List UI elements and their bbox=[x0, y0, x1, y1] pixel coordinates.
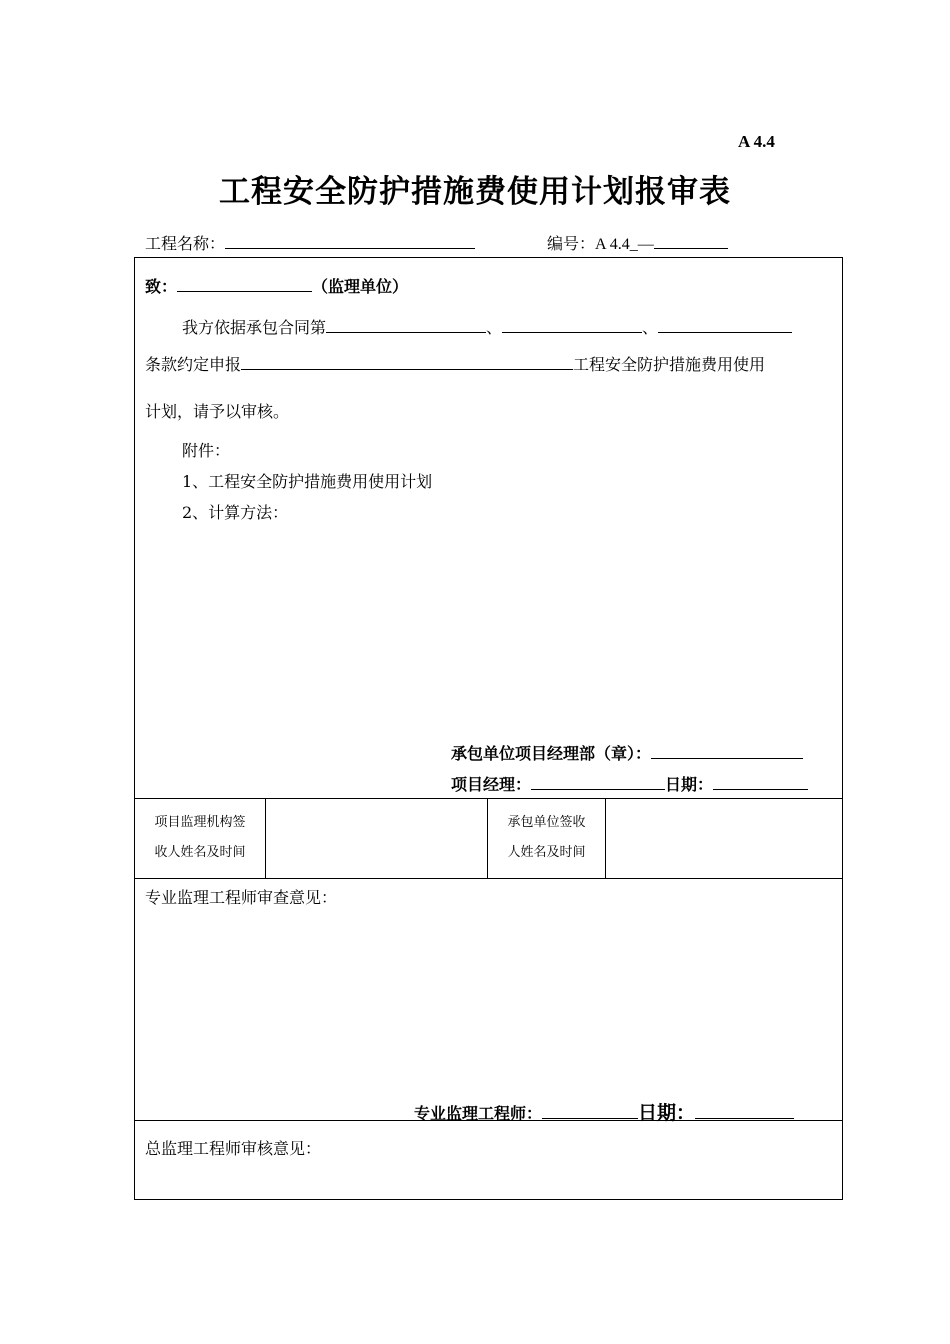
engineer-opinion-label: 专业监理工程师审查意见： bbox=[145, 888, 338, 907]
date-input[interactable] bbox=[713, 773, 808, 790]
number-field bbox=[547, 231, 728, 254]
contractor-receiver-label bbox=[488, 808, 605, 868]
form-code: A 4.4 bbox=[738, 132, 775, 151]
contractor-receiver-line2: 人姓名及时间 bbox=[507, 845, 586, 860]
attachment-item-2: 2、计算方法： bbox=[182, 503, 289, 522]
separator: 、 bbox=[642, 318, 659, 337]
supervisor-unit-input[interactable] bbox=[177, 275, 312, 292]
number-label: 编号： bbox=[547, 234, 596, 253]
chief-opinion-label: 总监理工程师审核意见： bbox=[145, 1139, 322, 1158]
attachment-item-1: 1、工程安全防护措施费用使用计划 bbox=[182, 472, 433, 491]
chief-opinion-input[interactable] bbox=[145, 1163, 835, 1195]
paragraph-line-1 bbox=[182, 315, 792, 338]
engineer-input[interactable] bbox=[542, 1102, 638, 1119]
to-label: 致： bbox=[145, 277, 178, 296]
project-input[interactable] bbox=[241, 353, 573, 370]
number-prefix: A 4.4_— bbox=[595, 236, 654, 253]
engineer-date-input[interactable] bbox=[695, 1102, 794, 1119]
addressee-line bbox=[145, 274, 408, 297]
number-input[interactable] bbox=[654, 232, 728, 249]
paragraph-line-2 bbox=[145, 352, 765, 375]
engineer-label: 专业监理工程师： bbox=[414, 1104, 543, 1123]
para-line2-end: 工程安全防护措施费用使用 bbox=[573, 355, 766, 374]
supervisor-receiver-line2: 收人姓名及时间 bbox=[154, 845, 246, 860]
para-line2-start: 条款约定申报 bbox=[145, 355, 242, 374]
pm-input[interactable] bbox=[531, 773, 665, 790]
project-name-input[interactable] bbox=[225, 232, 475, 249]
contract-clause-input-2[interactable] bbox=[502, 316, 642, 333]
pm-label: 项目经理： bbox=[451, 775, 532, 794]
contractor-receiver-line1: 承包单位签收 bbox=[507, 815, 586, 830]
engineer-opinion-input[interactable] bbox=[145, 913, 835, 1093]
contractor-dept-input[interactable] bbox=[651, 742, 803, 759]
contract-clause-input-3[interactable] bbox=[658, 316, 792, 333]
page-title: 工程安全防护措施费使用计划报审表 bbox=[219, 174, 731, 210]
supervisor-receiver-input[interactable] bbox=[266, 799, 487, 878]
pm-date-line bbox=[451, 772, 808, 795]
contract-clause-input-1[interactable] bbox=[326, 316, 486, 333]
supervisor-unit-suffix: （监理单位） bbox=[312, 277, 409, 296]
form-table bbox=[134, 257, 843, 1200]
contractor-dept-line bbox=[451, 741, 803, 764]
attachment-label: 附件： bbox=[182, 441, 231, 460]
supervisor-receiver-label bbox=[135, 808, 265, 868]
contractor-receiver-input[interactable] bbox=[606, 799, 842, 878]
divider bbox=[135, 878, 842, 879]
para-line1-start: 我方依据承包合同第 bbox=[182, 318, 327, 337]
project-name-label: 工程名称： bbox=[145, 234, 226, 253]
engineer-sign-line bbox=[414, 1098, 794, 1125]
contractor-dept-label: 承包单位项目经理部（章）： bbox=[451, 744, 652, 763]
supervisor-receiver-line1: 项目监理机构签 bbox=[154, 815, 246, 830]
date-label: 日期： bbox=[665, 775, 714, 794]
date-label: 日期： bbox=[638, 1102, 696, 1124]
project-name-field bbox=[145, 231, 475, 254]
paragraph-line-3: 计划，请予以审核。 bbox=[145, 402, 290, 421]
separator: 、 bbox=[486, 318, 503, 337]
